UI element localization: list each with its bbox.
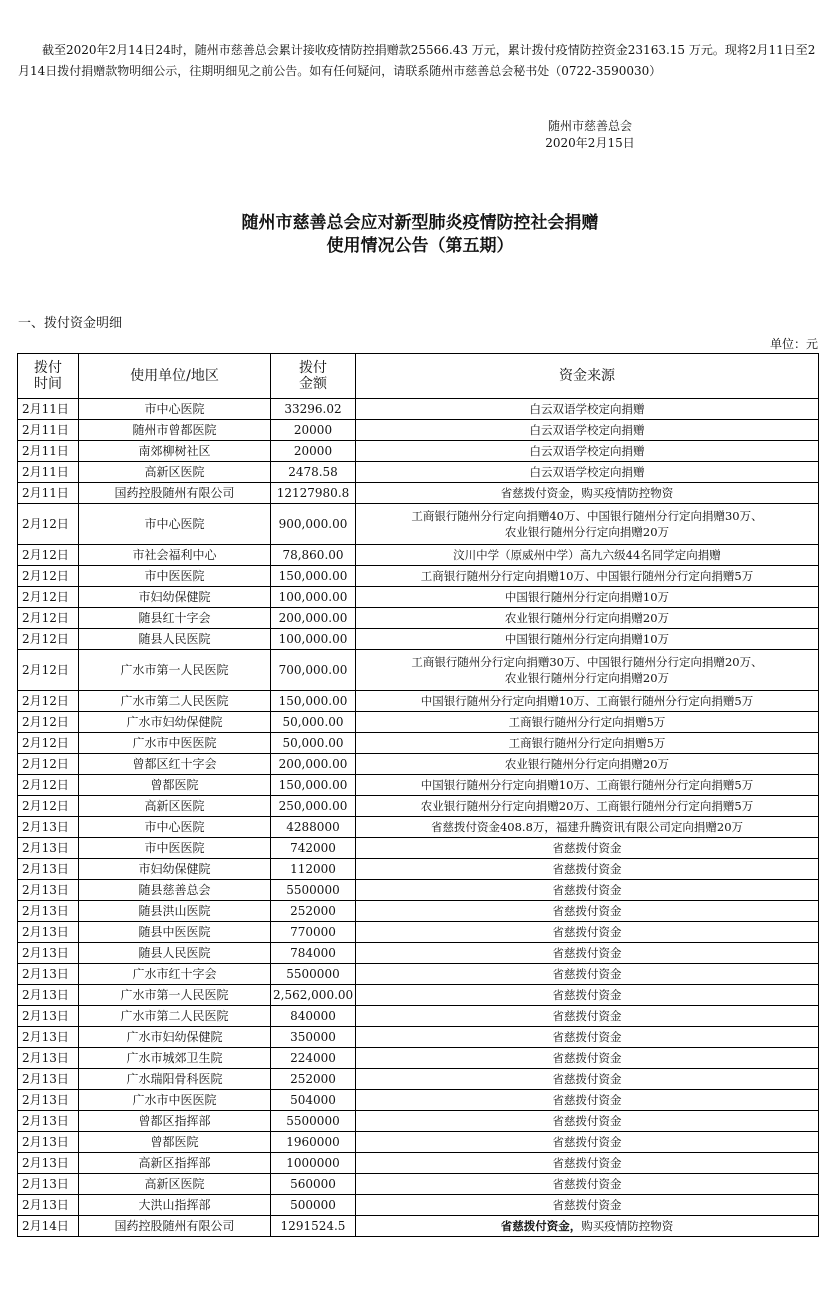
cell-unit: 随县人民医院 (79, 629, 271, 650)
cell-date: 2月12日 (18, 733, 79, 754)
table-row (18, 608, 819, 629)
header-source: 资金来源 (356, 354, 819, 399)
section-title: 一、拨付资金明细 (18, 316, 123, 331)
cell-date: 2月12日 (18, 650, 79, 691)
cell-date: 2月13日 (18, 901, 79, 922)
cell-source: 农业银行随州分行定向捐赠20万 (356, 608, 819, 629)
cell-source: 中国银行随州分行定向捐赠10万 (356, 629, 819, 650)
cell-source: 白云双语学校定向捐赠 (356, 441, 819, 462)
table-row (18, 838, 819, 859)
table-row (18, 566, 819, 587)
cell-source: 省慈拨付资金 (356, 1195, 819, 1216)
cell-unit: 国药控股随州有限公司 (79, 483, 271, 504)
table-row (18, 754, 819, 775)
cell-source: 中国银行随州分行定向捐赠10万、工商银行随州分行定向捐赠5万 (356, 775, 819, 796)
cell-amount: 112000 (271, 859, 356, 880)
cell-amount: 252000 (271, 1069, 356, 1090)
cell-source (356, 1216, 819, 1237)
cell-source: 省慈拨付资金 (356, 1090, 819, 1111)
cell-unit: 市妇幼保健院 (79, 587, 271, 608)
cell-date: 2月11日 (18, 441, 79, 462)
header-amount-line1: 拨付 (299, 360, 327, 376)
cell-amount: 5500000 (271, 1111, 356, 1132)
table-row (18, 650, 819, 691)
cell-date: 2月11日 (18, 420, 79, 441)
cell-amount: 150,000.00 (271, 566, 356, 587)
cell-date: 2月13日 (18, 838, 79, 859)
cell-amount: 350000 (271, 1027, 356, 1048)
cell-unit: 高新区医院 (79, 1174, 271, 1195)
cell-date: 2月13日 (18, 1048, 79, 1069)
table-row (18, 1048, 819, 1069)
table-row (18, 880, 819, 901)
cell-date: 2月12日 (18, 545, 79, 566)
cell-amount: 2,562,000.00 (271, 985, 356, 1006)
cell-source: 省慈拨付资金 (356, 985, 819, 1006)
cell-unit: 曾都区红十字会 (79, 754, 271, 775)
cell-date: 2月13日 (18, 922, 79, 943)
table-row (18, 1153, 819, 1174)
cell-amount: 100,000.00 (271, 629, 356, 650)
cell-amount: 100,000.00 (271, 587, 356, 608)
cell-source-line1: 省慈拨付资金， (500, 1219, 582, 1233)
table-row (18, 629, 819, 650)
cell-amount: 150,000.00 (271, 775, 356, 796)
cell-unit: 随县洪山医院 (79, 901, 271, 922)
cell-source: 汶川中学（原威州中学）高九六级44名同学定向捐赠 (356, 545, 819, 566)
cell-amount: 2478.58 (271, 462, 356, 483)
cell-source: 省慈拨付资金，购买疫情防控物资 (356, 483, 819, 504)
cell-date: 2月11日 (18, 399, 79, 420)
cell-amount: 20000 (271, 420, 356, 441)
cell-source: 省慈拨付资金 (356, 838, 819, 859)
cell-date: 2月13日 (18, 1069, 79, 1090)
cell-source: 农业银行随州分行定向捐赠20万 (356, 754, 819, 775)
header-amount-line2: 金额 (299, 376, 327, 392)
title-line-1: 随州市慈善总会应对新型肺炎疫情防控社会捐赠 (241, 213, 599, 233)
unit-label: 单位：元 (769, 337, 818, 351)
cell-date: 2月12日 (18, 691, 79, 712)
table-row (18, 587, 819, 608)
table-row (18, 1069, 819, 1090)
cell-unit: 市中心医院 (79, 504, 271, 545)
table-body (18, 399, 819, 1237)
cell-amount: 900,000.00 (271, 504, 356, 545)
table-row (18, 712, 819, 733)
cell-unit: 广水市第一人民医院 (79, 650, 271, 691)
cell-amount: 200,000.00 (271, 608, 356, 629)
cell-source: 农业银行随州分行定向捐赠20万、工商银行随州分行定向捐赠5万 (356, 796, 819, 817)
cell-unit: 市社会福利中心 (79, 545, 271, 566)
table-row (18, 1006, 819, 1027)
table-row (18, 796, 819, 817)
table-row (18, 943, 819, 964)
disbursement-table (17, 353, 819, 1237)
cell-amount: 560000 (271, 1174, 356, 1195)
cell-amount: 252000 (271, 901, 356, 922)
cell-amount: 33296.02 (271, 399, 356, 420)
cell-source: 白云双语学校定向捐赠 (356, 420, 819, 441)
cell-date: 2月12日 (18, 754, 79, 775)
cell-date: 2月11日 (18, 483, 79, 504)
table-row (18, 504, 819, 545)
cell-amount: 224000 (271, 1048, 356, 1069)
cell-amount: 78,860.00 (271, 545, 356, 566)
cell-source: 省慈拨付资金 (356, 964, 819, 985)
cell-date: 2月13日 (18, 880, 79, 901)
cell-amount: 1960000 (271, 1132, 356, 1153)
cell-amount: 50,000.00 (271, 712, 356, 733)
header-amount (271, 354, 356, 399)
cell-unit: 曾都医院 (79, 1132, 271, 1153)
cell-source: 工商银行随州分行定向捐赠5万 (356, 712, 819, 733)
cell-unit: 广水市第二人民医院 (79, 691, 271, 712)
cell-unit: 广水市中医医院 (79, 1090, 271, 1111)
cell-source-line1: 工商银行随州分行定向捐赠40万、中国银行随州分行定向捐赠30万、 (411, 509, 763, 523)
cell-source-line1: 工商银行随州分行定向捐赠30万、中国银行随州分行定向捐赠20万、 (411, 655, 763, 669)
cell-unit: 高新区指挥部 (79, 1153, 271, 1174)
table-row (18, 1174, 819, 1195)
page-title (0, 212, 840, 258)
cell-date: 2月11日 (18, 462, 79, 483)
cell-amount: 150,000.00 (271, 691, 356, 712)
table-row (18, 775, 819, 796)
cell-date: 2月13日 (18, 1153, 79, 1174)
table-row (18, 733, 819, 754)
table-row (18, 1132, 819, 1153)
cell-source-line2: 农业银行随州分行定向捐赠20万 (504, 671, 670, 685)
cell-source-line2: 农业银行随州分行定向捐赠20万 (504, 525, 670, 539)
cell-date: 2月13日 (18, 1090, 79, 1111)
table-row (18, 420, 819, 441)
cell-date: 2月12日 (18, 608, 79, 629)
signature-org: 随州市慈善总会 (547, 119, 632, 133)
table-row (18, 964, 819, 985)
cell-unit: 广水市第二人民医院 (79, 1006, 271, 1027)
cell-unit: 广水市中医医院 (79, 733, 271, 754)
table-row (18, 483, 819, 504)
cell-unit: 广水市第一人民医院 (79, 985, 271, 1006)
cell-amount: 1291524.5 (271, 1216, 356, 1237)
cell-unit: 广水市红十字会 (79, 964, 271, 985)
cell-source: 省慈拨付资金 (356, 1111, 819, 1132)
cell-unit: 南郊柳树社区 (79, 441, 271, 462)
cell-source: 中国银行随州分行定向捐赠10万、工商银行随州分行定向捐赠5万 (356, 691, 819, 712)
cell-source: 省慈拨付资金 (356, 1153, 819, 1174)
cell-unit: 市中医医院 (79, 566, 271, 587)
cell-date: 2月12日 (18, 775, 79, 796)
cell-source: 省慈拨付资金 (356, 922, 819, 943)
cell-amount: 504000 (271, 1090, 356, 1111)
cell-amount: 200,000.00 (271, 754, 356, 775)
cell-source (356, 650, 819, 691)
cell-date: 2月13日 (18, 1006, 79, 1027)
cell-amount: 4288000 (271, 817, 356, 838)
cell-unit: 市中心医院 (79, 399, 271, 420)
table-row (18, 691, 819, 712)
cell-amount: 770000 (271, 922, 356, 943)
cell-amount: 840000 (271, 1006, 356, 1027)
cell-source: 省慈拨付资金 (356, 1048, 819, 1069)
cell-unit: 曾都区指挥部 (79, 1111, 271, 1132)
cell-amount: 500000 (271, 1195, 356, 1216)
cell-date: 2月13日 (18, 817, 79, 838)
cell-unit: 广水市妇幼保健院 (79, 1027, 271, 1048)
cell-source: 白云双语学校定向捐赠 (356, 462, 819, 483)
table-row (18, 1216, 819, 1237)
signature-date: 2020年2月15日 (545, 136, 635, 150)
table-row (18, 1195, 819, 1216)
cell-amount: 12127980.8 (271, 483, 356, 504)
cell-unit: 大洪山指挥部 (79, 1195, 271, 1216)
cell-date: 2月12日 (18, 504, 79, 545)
cell-source: 省慈拨付资金 (356, 943, 819, 964)
header-date (18, 354, 79, 399)
cell-date: 2月12日 (18, 796, 79, 817)
cell-date: 2月12日 (18, 712, 79, 733)
header-unit: 使用单位/地区 (79, 354, 271, 399)
cell-source: 工商银行随州分行定向捐赠5万 (356, 733, 819, 754)
cell-date: 2月13日 (18, 985, 79, 1006)
intro-paragraph: 截至2020年2月14日24时，随州市慈善总会累计接收疫情防控捐赠款25566.43 万元，累计拨付疫情防控资金23163.15 万元。现将2月11日至2月14日拨付捐赠款物明细公示，往期明细见之前公告。如有任何疑问，请联系随州市慈善总会秘书处（0722-3590030） (18, 43, 816, 78)
cell-source: 省慈拨付资金 (356, 1006, 819, 1027)
cell-date: 2月12日 (18, 587, 79, 608)
cell-amount: 50,000.00 (271, 733, 356, 754)
header-date-line1: 拨付 (34, 360, 62, 376)
cell-date: 2月12日 (18, 566, 79, 587)
cell-amount: 700,000.00 (271, 650, 356, 691)
cell-date: 2月13日 (18, 1174, 79, 1195)
table-row (18, 1027, 819, 1048)
cell-source: 白云双语学校定向捐赠 (356, 399, 819, 420)
cell-unit: 市中心医院 (79, 817, 271, 838)
cell-amount: 5500000 (271, 880, 356, 901)
table-row (18, 1090, 819, 1111)
cell-source-line2: 购买疫情防控物资 (581, 1219, 674, 1233)
cell-source: 工商银行随州分行定向捐赠10万、中国银行随州分行定向捐赠5万 (356, 566, 819, 587)
table-row (18, 545, 819, 566)
table-row (18, 441, 819, 462)
table-row (18, 859, 819, 880)
cell-source: 省慈拨付资金408.8万，福建升腾资讯有限公司定向捐赠20万 (356, 817, 819, 838)
cell-date: 2月14日 (18, 1216, 79, 1237)
cell-unit: 高新区医院 (79, 462, 271, 483)
cell-unit: 随县红十字会 (79, 608, 271, 629)
cell-source: 省慈拨付资金 (356, 1174, 819, 1195)
cell-amount: 742000 (271, 838, 356, 859)
table-row (18, 462, 819, 483)
cell-unit: 曾都医院 (79, 775, 271, 796)
cell-source: 省慈拨付资金 (356, 859, 819, 880)
cell-unit: 随县慈善总会 (79, 880, 271, 901)
cell-amount: 784000 (271, 943, 356, 964)
cell-source: 省慈拨付资金 (356, 880, 819, 901)
cell-unit: 随县人民医院 (79, 943, 271, 964)
table-row (18, 399, 819, 420)
cell-date: 2月13日 (18, 1132, 79, 1153)
cell-amount: 20000 (271, 441, 356, 462)
cell-date: 2月13日 (18, 859, 79, 880)
cell-unit: 广水市城郊卫生院 (79, 1048, 271, 1069)
cell-source: 省慈拨付资金 (356, 1027, 819, 1048)
cell-date: 2月13日 (18, 964, 79, 985)
cell-source: 省慈拨付资金 (356, 901, 819, 922)
cell-date: 2月13日 (18, 943, 79, 964)
cell-source: 省慈拨付资金 (356, 1132, 819, 1153)
table-row (18, 901, 819, 922)
cell-unit: 市妇幼保健院 (79, 859, 271, 880)
cell-unit: 市中医医院 (79, 838, 271, 859)
cell-unit: 随县中医医院 (79, 922, 271, 943)
cell-unit: 广水市妇幼保健院 (79, 712, 271, 733)
cell-unit: 国药控股随州有限公司 (79, 1216, 271, 1237)
header-date-line2: 时间 (34, 376, 62, 392)
table-row (18, 1111, 819, 1132)
cell-source: 中国银行随州分行定向捐赠10万 (356, 587, 819, 608)
cell-date: 2月12日 (18, 629, 79, 650)
cell-date: 2月13日 (18, 1195, 79, 1216)
title-line-2: 使用情况公告（第五期） (326, 236, 514, 256)
table-row (18, 817, 819, 838)
cell-date: 2月13日 (18, 1111, 79, 1132)
cell-source: 省慈拨付资金 (356, 1069, 819, 1090)
table-row (18, 922, 819, 943)
cell-unit: 高新区医院 (79, 796, 271, 817)
cell-amount: 1000000 (271, 1153, 356, 1174)
cell-amount: 5500000 (271, 964, 356, 985)
table-header-row (18, 354, 819, 399)
cell-unit: 随州市曾都医院 (79, 420, 271, 441)
cell-amount: 250,000.00 (271, 796, 356, 817)
signature-block (520, 118, 660, 152)
table-row (18, 985, 819, 1006)
cell-unit: 广水瑞阳骨科医院 (79, 1069, 271, 1090)
cell-source (356, 504, 819, 545)
cell-date: 2月13日 (18, 1027, 79, 1048)
